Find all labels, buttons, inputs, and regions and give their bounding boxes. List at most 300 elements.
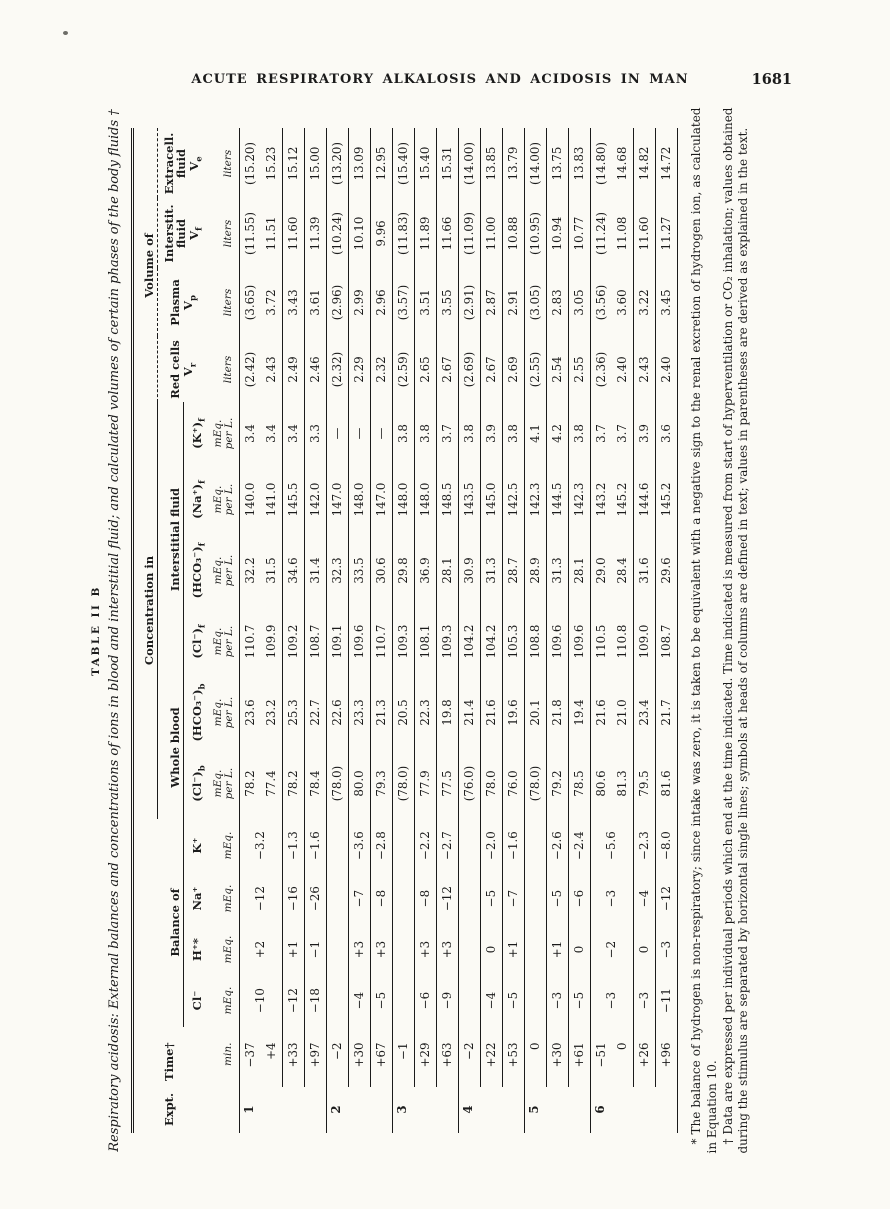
value-cell: 32.2 (242, 557, 257, 584)
value-cell: 29.0 (591, 535, 613, 607)
col-header-h: H⁺* (190, 938, 205, 961)
value-cell: — (371, 403, 393, 465)
group-header-whole-blood: Whole blood (158, 677, 184, 819)
balance-cell: −5 (547, 873, 569, 925)
table-row (240, 129, 262, 1133)
value-cell: 2.29 (349, 337, 371, 403)
col-header-vp: Plasma $V_p$ (167, 279, 198, 326)
balance-cell: −10 (253, 988, 268, 1013)
value-cell: (13.20) (327, 129, 349, 199)
value-cell: 109.2 (283, 607, 305, 677)
value-cell: 12.95 (371, 129, 393, 199)
value-cell: (15.40) (393, 129, 415, 199)
table-row (371, 129, 393, 1133)
time-cell: +29 (415, 1027, 437, 1087)
value-cell: 2.67 (437, 337, 459, 403)
unit-vr: liters (205, 337, 240, 403)
value-cell: 11.89 (415, 199, 437, 269)
value-cell: 11.08 (614, 216, 629, 251)
value-cell: 2.67 (481, 337, 503, 403)
value-cell: 3.6 (656, 403, 678, 465)
col-header-clf: $(Cl^-)_f$ (190, 624, 208, 659)
value-cell: (15.20) (242, 142, 257, 185)
time-cell: +97 (305, 1027, 327, 1087)
expt-number-cell: 6 (591, 1087, 678, 1133)
value-cell: 15.00 (305, 129, 327, 199)
value-cell: 79.2 (547, 749, 569, 819)
value-cell: (2.91) (459, 269, 481, 337)
balance-cell: −5 (371, 975, 393, 1027)
footnote-asterisk: * The balance of hydrogen is non-respiratory; since intake was zero, it is taken to be equivalent with a negative sign to the renal excretion of hydrogen ion, as calculated in Equation 10. (689, 107, 719, 1154)
col-header-hco3f: $(HCO_3^-)_f$ (190, 542, 208, 599)
unit-h: mEq. (205, 925, 240, 975)
value-cell: 76.0 (503, 749, 525, 819)
balance-cell: −8.0 (656, 819, 678, 873)
value-cell: 14.72 (656, 129, 678, 199)
value-cell: (14.00) (459, 129, 481, 199)
value-cell: 147.0 (371, 465, 393, 535)
value-cell: 3.8 (393, 403, 415, 465)
value-cell: 145.5 (283, 465, 305, 535)
col-header-vf: Interstit. fluid $V_f$ (161, 204, 205, 263)
value-cell: (2.42) (242, 351, 257, 388)
balance-cell: −9 (437, 975, 459, 1027)
balance-cell: −3 (634, 975, 656, 1027)
value-cell: 81.3 (614, 770, 629, 797)
value-cell: 80.0 (349, 749, 371, 819)
balance-cell: −4 (634, 873, 656, 925)
value-cell: 109.0 (634, 607, 656, 677)
balance-cell (525, 925, 547, 975)
value-cell: 30.6 (371, 535, 393, 607)
value-cell: 9.96 (371, 199, 393, 269)
time-cell: +22 (481, 1027, 503, 1087)
value-cell: 108.8 (525, 607, 547, 677)
value-cell: 2.91 (503, 269, 525, 337)
value-cell: 11.51 (263, 216, 278, 251)
value-cell: 32.3 (327, 535, 349, 607)
balance-cell: −12 (656, 873, 678, 925)
balance-cell: −3 (656, 925, 678, 975)
value-cell: 11.60 (283, 199, 305, 269)
value-cell: 15.23 (263, 146, 278, 181)
value-cell: 145.0 (481, 465, 503, 535)
value-cell: 2.40 (656, 337, 678, 403)
value-cell: 80.6 (591, 749, 613, 819)
balance-cell: −3.2 (253, 831, 268, 860)
value-cell: (3.56) (591, 269, 613, 337)
value-cell: 3.8 (459, 403, 481, 465)
expt-number-cell: 5 (525, 1087, 591, 1133)
value-cell: 3.43 (283, 269, 305, 337)
value-cell: 105.3 (503, 607, 525, 677)
value-cell: 22.7 (305, 677, 327, 749)
table-row (547, 129, 569, 1133)
value-cell: 22.3 (415, 677, 437, 749)
unit-hco3f: mEq. per L. (205, 535, 240, 607)
value-cell: 78.5 (569, 749, 591, 819)
value-cell: 14.82 (634, 129, 656, 199)
table-row (634, 129, 656, 1133)
value-cell: — (349, 403, 371, 465)
balance-cell: −12 (437, 873, 459, 925)
balance-cell: −5 (569, 975, 591, 1027)
value-cell: 28.4 (614, 557, 629, 584)
table-caption: Respiratory acidosis: External balances and concentrations of ions in blood and interstitial fluid; and calculated volumes of certain phases of the body fluids † (107, 109, 122, 1152)
value-cell: (2.96) (327, 269, 349, 337)
value-cell: 110.7 (242, 624, 257, 659)
col-header-time: Time† (161, 1042, 176, 1081)
balance-cell: −3 (591, 975, 634, 1027)
unit-ve: liters (205, 129, 240, 199)
col-header-hco3b: $(HCO_3^-)_b$ (190, 683, 208, 742)
value-cell: 3.8 (415, 403, 437, 465)
time-cell: +30 (547, 1027, 569, 1087)
balance-cell (525, 873, 547, 925)
balance-cell: −26 (305, 873, 327, 925)
unit-k: mEq. (205, 819, 240, 873)
value-cell: 145.2 (656, 465, 678, 535)
balance-cell: −6 (569, 873, 591, 925)
value-cell: 21.8 (547, 677, 569, 749)
value-cell: (78.0) (525, 749, 547, 819)
value-cell: 15.31 (437, 129, 459, 199)
value-cell: 3.45 (656, 269, 678, 337)
table-row (459, 129, 481, 1133)
balance-cell: +1 (503, 925, 525, 975)
value-cell: 15.12 (283, 129, 305, 199)
time-cell: +4 (263, 1042, 278, 1060)
value-cell: 148.0 (349, 465, 371, 535)
time-cell: +96 (656, 1027, 678, 1087)
value-cell: 3.3 (305, 403, 327, 465)
balance-cell: −4 (481, 975, 503, 1027)
value-cell: 19.6 (503, 677, 525, 749)
col-header-ve: Extracell. fluid $V_e$ (161, 132, 205, 195)
table-row (481, 129, 503, 1133)
value-cell: (3.05) (525, 269, 547, 337)
unit-hco3b: mEq. per L. (205, 677, 240, 749)
balance-cell (459, 873, 481, 925)
table-row (305, 129, 327, 1133)
scan-speck (63, 31, 68, 35)
value-cell: 2.40 (614, 356, 629, 383)
balance-cell: −8 (371, 873, 393, 925)
value-cell: 2.49 (283, 337, 305, 403)
unit-clb: mEq. per L. (205, 749, 240, 819)
value-cell: 143.2 (591, 465, 613, 535)
value-cell: 142.3 (569, 465, 591, 535)
group-header-volume: Volume of (133, 129, 158, 403)
value-cell: 78.2 (242, 770, 257, 797)
value-cell: 11.60 (634, 199, 656, 269)
footnote-dagger: † Data are expressed per individual periods which end at the time indicated. Time indicated is measured from start of hyperventilation or CO₂ inhalation; values obtained during the stimulus are separated by horizontal single lines; symbols at heads of columns are defined in text; values in parentheses are derived as explained in the text. (720, 107, 751, 1154)
value-cell: 109.6 (547, 607, 569, 677)
value-cell: 2.46 (305, 337, 327, 403)
value-cell: (11.09) (459, 199, 481, 269)
balance-cell: −4 (349, 975, 371, 1027)
value-cell: 19.8 (437, 677, 459, 749)
value-cell: 78.2 (283, 749, 305, 819)
col-header-kf: $(K^+)_f$ (190, 418, 208, 449)
col-header-naf: $(Na^+)_f$ (190, 480, 208, 519)
value-cell: 144.5 (547, 465, 569, 535)
col-header-na: Na⁺ (190, 886, 205, 911)
table-row (393, 129, 415, 1133)
value-cell: 13.79 (503, 129, 525, 199)
group-header-balance: Balance of (158, 819, 184, 1027)
balance-cell: −16 (283, 873, 305, 925)
value-cell: (11.24) (591, 199, 613, 269)
time-cell: +53 (503, 1027, 525, 1087)
value-cell: 10.94 (547, 199, 569, 269)
value-cell: (11.83) (393, 199, 415, 269)
value-cell: 109.6 (349, 607, 371, 677)
balance-cell: −3 (591, 873, 634, 925)
balance-cell: +3 (349, 925, 371, 975)
value-cell: 77.9 (415, 749, 437, 819)
value-cell: (14.00) (525, 129, 547, 199)
rotated-table-block (88, 98, 793, 1163)
value-cell: 3.8 (569, 403, 591, 465)
time-cell: +67 (371, 1027, 393, 1087)
value-cell: 23.3 (349, 677, 371, 749)
group-header-interstitial: Interstitial fluid (158, 403, 184, 677)
value-cell: 11.27 (656, 199, 678, 269)
value-cell: (78.0) (393, 749, 415, 819)
time-cell: −2 (327, 1027, 349, 1087)
value-cell: 21.3 (371, 677, 393, 749)
balance-cell (393, 819, 415, 873)
value-cell: 4.2 (547, 403, 569, 465)
balance-cell: −2.3 (634, 819, 656, 873)
unit-expt (205, 1087, 240, 1133)
value-cell: 79.3 (371, 749, 393, 819)
table-row (569, 129, 591, 1133)
time-cell: −2 (459, 1027, 481, 1087)
unit-time: min. (205, 1027, 240, 1087)
unit-vp: liters (205, 269, 240, 337)
value-cell: (2.32) (327, 337, 349, 403)
expt-number-cell: 1 (242, 1105, 256, 1114)
value-cell: (14.80) (591, 129, 613, 199)
value-cell: 109.1 (327, 607, 349, 677)
value-cell: 20.1 (525, 677, 547, 749)
value-cell: 21.6 (481, 677, 503, 749)
balance-cell: −7 (349, 873, 371, 925)
header-spacer (133, 819, 158, 1027)
balance-cell: +3 (415, 925, 437, 975)
value-cell: 3.7 (437, 403, 459, 465)
balance-cell (327, 873, 349, 925)
balance-cell (459, 925, 481, 975)
balance-cell: −8 (415, 873, 437, 925)
value-cell: 144.6 (634, 465, 656, 535)
table-row (591, 129, 613, 1133)
balance-cell: −2.2 (415, 819, 437, 873)
time-cell: −37 (242, 1042, 257, 1068)
balance-cell: −2.6 (547, 819, 569, 873)
running-title: ACUTE RESPIRATORY ALKALOSIS AND ACIDOSIS IN MAN (191, 72, 689, 87)
value-cell: 14.68 (614, 146, 629, 181)
value-cell: 34.6 (283, 535, 305, 607)
unit-na: mEq. (205, 873, 240, 925)
unit-cl: mEq. (205, 975, 240, 1027)
expt-number-cell: 3 (393, 1087, 459, 1133)
value-cell: 31.3 (481, 535, 503, 607)
value-cell: 3.4 (263, 424, 278, 443)
table-title: TABLE II B (90, 585, 102, 676)
table-row (437, 129, 459, 1133)
time-cell: 0 (525, 1027, 547, 1087)
table-row (349, 129, 371, 1133)
value-cell: (2.59) (393, 337, 415, 403)
table-row (503, 129, 525, 1133)
balance-cell (327, 819, 349, 873)
table-row (327, 129, 349, 1133)
value-cell: 147.0 (327, 465, 349, 535)
unit-vf: liters (205, 199, 240, 269)
balance-cell: −12 (253, 886, 268, 911)
running-head (90, 72, 790, 92)
value-cell: 21.0 (614, 699, 629, 726)
time-cell: +61 (569, 1027, 591, 1087)
value-cell: (2.69) (459, 337, 481, 403)
time-cell: +30 (349, 1027, 371, 1087)
value-cell: 108.7 (305, 607, 327, 677)
value-cell: 21.7 (656, 677, 678, 749)
col-header-clb: $(Cl^-)_b$ (190, 765, 208, 802)
value-cell: 148.0 (415, 465, 437, 535)
value-cell: 28.1 (437, 535, 459, 607)
balance-cell: −1.6 (305, 819, 327, 873)
value-cell: 77.4 (263, 770, 278, 797)
value-cell: 2.54 (547, 337, 569, 403)
time-cell: +26 (634, 1027, 656, 1087)
value-cell: 23.2 (263, 699, 278, 726)
time-cell: −51 (591, 1027, 613, 1087)
value-cell: (2.55) (525, 337, 547, 403)
balance-cell: −12 (283, 975, 305, 1027)
value-cell: 3.55 (437, 269, 459, 337)
balance-cell: −3.6 (349, 819, 371, 873)
balance-cell (393, 873, 415, 925)
value-cell: 109.3 (437, 607, 459, 677)
value-cell: 110.5 (591, 607, 613, 677)
value-cell: 142.0 (305, 465, 327, 535)
value-cell: 13.09 (349, 129, 371, 199)
balance-cell: −6 (415, 975, 437, 1027)
value-cell: 3.4 (283, 403, 305, 465)
value-cell: 141.0 (263, 482, 278, 517)
value-cell: 3.7 (591, 403, 613, 465)
value-cell: 3.8 (503, 403, 525, 465)
unit-naf: mEq. per L. (205, 465, 240, 535)
value-cell: 110.7 (371, 607, 393, 677)
col-header-cl: Cl⁻ (190, 990, 205, 1011)
value-cell: 28.9 (525, 535, 547, 607)
balance-cell: −7 (503, 873, 525, 925)
value-cell: (3.65) (242, 284, 257, 321)
value-cell: 3.4 (242, 424, 257, 443)
value-cell: 3.22 (634, 269, 656, 337)
value-cell: 3.51 (415, 269, 437, 337)
balance-cell: −1.3 (283, 819, 305, 873)
value-cell: 2.43 (263, 356, 278, 383)
value-cell: 21.4 (459, 677, 481, 749)
value-cell: (10.95) (525, 199, 547, 269)
value-cell: 140.0 (242, 482, 257, 517)
value-cell: 78.0 (481, 749, 503, 819)
balance-cell: −5 (481, 873, 503, 925)
value-cell: 3.9 (481, 403, 503, 465)
balance-cell: +1 (547, 925, 569, 975)
table-row (525, 129, 547, 1133)
value-cell: 81.6 (656, 749, 678, 819)
balance-cell: −2.0 (481, 819, 503, 873)
value-cell: 104.2 (481, 607, 503, 677)
data-table (131, 129, 678, 1133)
value-cell: (2.36) (591, 337, 613, 403)
balance-cell: −11 (656, 975, 678, 1027)
value-cell: 23.4 (634, 677, 656, 749)
time-cell: −1 (393, 1027, 415, 1087)
table-header (133, 129, 240, 1133)
value-cell: 13.85 (481, 129, 503, 199)
table-body (240, 129, 678, 1133)
balance-cell: +3 (437, 925, 459, 975)
balance-cell (525, 975, 547, 1027)
balance-cell: −1 (305, 925, 327, 975)
value-cell: 2.43 (634, 337, 656, 403)
time-cell: +33 (283, 1027, 305, 1087)
balance-cell: −2.7 (437, 819, 459, 873)
balance-cell: +2 (253, 940, 268, 959)
time-cell: +63 (437, 1027, 459, 1087)
value-cell: 148.0 (393, 465, 415, 535)
time-cell: 0 (614, 1042, 629, 1051)
value-cell: 15.40 (415, 129, 437, 199)
value-cell: 33.5 (349, 535, 371, 607)
value-cell: 2.87 (481, 269, 503, 337)
balance-cell: −1.6 (503, 819, 525, 873)
value-cell: 20.5 (393, 677, 415, 749)
balance-cell (459, 975, 481, 1027)
value-cell: 108.1 (415, 607, 437, 677)
balance-cell (459, 819, 481, 873)
value-cell: 31.6 (634, 535, 656, 607)
balance-cell: −2.8 (371, 819, 393, 873)
value-cell: 3.7 (614, 424, 629, 443)
value-cell: 109.9 (263, 624, 278, 659)
value-cell: 2.83 (547, 269, 569, 337)
value-cell: (78.0) (327, 749, 349, 819)
value-cell: 142.3 (525, 465, 547, 535)
unit-kf: mEq. per L. (205, 403, 240, 465)
table-row (283, 129, 305, 1133)
value-cell: 36.9 (415, 535, 437, 607)
value-cell: 77.5 (437, 749, 459, 819)
value-cell: 78.4 (305, 749, 327, 819)
value-cell: 142.5 (503, 465, 525, 535)
table-row (656, 129, 678, 1133)
page-number: 1681 (751, 71, 792, 88)
value-cell: 31.5 (263, 557, 278, 584)
value-cell: 28.1 (569, 535, 591, 607)
value-cell: 2.55 (569, 337, 591, 403)
value-cell: 79.5 (634, 749, 656, 819)
value-cell: 2.65 (415, 337, 437, 403)
